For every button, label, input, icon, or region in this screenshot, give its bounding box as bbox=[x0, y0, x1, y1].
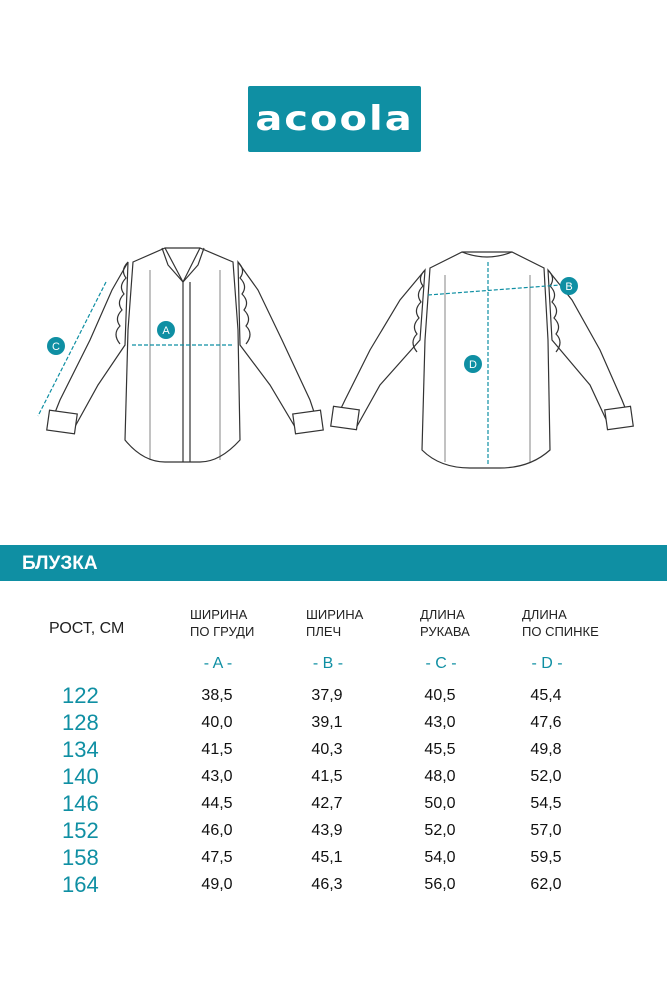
cell-back: 52,0 bbox=[530, 768, 562, 785]
cell-sleeve: 45,5 bbox=[424, 741, 456, 758]
cell-shoulder: 42,7 bbox=[311, 795, 343, 812]
marker-c bbox=[47, 337, 65, 355]
cell-back: 57,0 bbox=[530, 822, 562, 839]
cell-chest: 44,5 bbox=[201, 795, 233, 812]
section-title: БЛУЗКА bbox=[22, 553, 98, 574]
height-header: РОСТ, СМ bbox=[49, 620, 125, 637]
row-height: 128 bbox=[62, 710, 99, 735]
cell-back: 47,6 bbox=[530, 714, 562, 731]
garment-diagrams bbox=[0, 180, 667, 500]
table-row bbox=[0, 846, 667, 870]
table-row bbox=[0, 819, 667, 843]
row-height: 140 bbox=[62, 764, 99, 789]
cell-back: 54,5 bbox=[530, 795, 562, 812]
table-row bbox=[0, 738, 667, 762]
cell-chest: 43,0 bbox=[201, 768, 233, 785]
cell-sleeve: 52,0 bbox=[424, 822, 456, 839]
cell-back: 62,0 bbox=[530, 876, 562, 893]
cell-shoulder: 41,5 bbox=[311, 768, 343, 785]
column-code-b: - B - bbox=[312, 655, 344, 672]
table-row bbox=[0, 684, 667, 708]
cell-chest: 47,5 bbox=[201, 849, 233, 866]
cell-back: 59,5 bbox=[530, 849, 562, 866]
marker-a bbox=[157, 321, 175, 339]
cell-sleeve: 54,0 bbox=[424, 849, 456, 866]
row-height: 158 bbox=[62, 845, 99, 870]
cell-sleeve: 43,0 bbox=[424, 714, 456, 731]
cell-back: 45,4 bbox=[530, 687, 562, 704]
row-height: 146 bbox=[62, 791, 99, 816]
cell-chest: 38,5 bbox=[201, 687, 233, 704]
table-row bbox=[0, 765, 667, 789]
svg-text:A: A bbox=[162, 325, 170, 337]
cell-shoulder: 37,9 bbox=[311, 687, 343, 704]
svg-text:D: D bbox=[469, 359, 477, 371]
row-height: 164 bbox=[62, 872, 99, 897]
row-height: 134 bbox=[62, 737, 99, 762]
cell-shoulder: 46,3 bbox=[311, 876, 343, 893]
marker-b bbox=[560, 277, 578, 295]
cell-chest: 49,0 bbox=[201, 876, 233, 893]
brand-logo bbox=[248, 86, 421, 152]
table-row bbox=[0, 711, 667, 735]
cell-sleeve: 50,0 bbox=[424, 795, 456, 812]
row-height: 152 bbox=[62, 818, 99, 843]
cell-chest: 46,0 bbox=[201, 822, 233, 839]
cell-sleeve: 56,0 bbox=[424, 876, 456, 893]
blouse-front-drawing bbox=[47, 248, 324, 462]
column-code-a: - A - bbox=[203, 655, 233, 672]
cell-chest: 40,0 bbox=[201, 714, 233, 731]
column-header-sleeve-length: ДЛИНА РУКАВА bbox=[420, 607, 470, 639]
cell-shoulder: 39,1 bbox=[311, 714, 343, 731]
logo-text: acoola bbox=[255, 99, 414, 139]
column-header-back-length: ДЛИНА ПО СПИНКЕ bbox=[522, 607, 599, 639]
marker-d bbox=[464, 355, 482, 373]
cell-shoulder: 43,9 bbox=[311, 822, 343, 839]
cell-sleeve: 40,5 bbox=[424, 687, 456, 704]
table-row bbox=[0, 873, 667, 897]
cell-sleeve: 48,0 bbox=[424, 768, 456, 785]
row-height: 122 bbox=[62, 683, 99, 708]
blouse-back-drawing bbox=[331, 252, 634, 468]
cell-chest: 41,5 bbox=[201, 741, 233, 758]
cell-back: 49,8 bbox=[530, 741, 562, 758]
cell-shoulder: 45,1 bbox=[311, 849, 343, 866]
svg-text:C: C bbox=[52, 341, 60, 353]
svg-text:B: B bbox=[565, 281, 573, 293]
column-code-d: - D - bbox=[531, 655, 563, 672]
column-code-c: - C - bbox=[425, 655, 457, 672]
column-header-shoulder-width: ШИРИНА ПЛЕЧ bbox=[306, 607, 364, 639]
table-row bbox=[0, 792, 667, 816]
section-band bbox=[0, 545, 667, 581]
cell-shoulder: 40,3 bbox=[311, 741, 343, 758]
column-header-chest-width: ШИРИНА ПО ГРУДИ bbox=[190, 607, 255, 639]
